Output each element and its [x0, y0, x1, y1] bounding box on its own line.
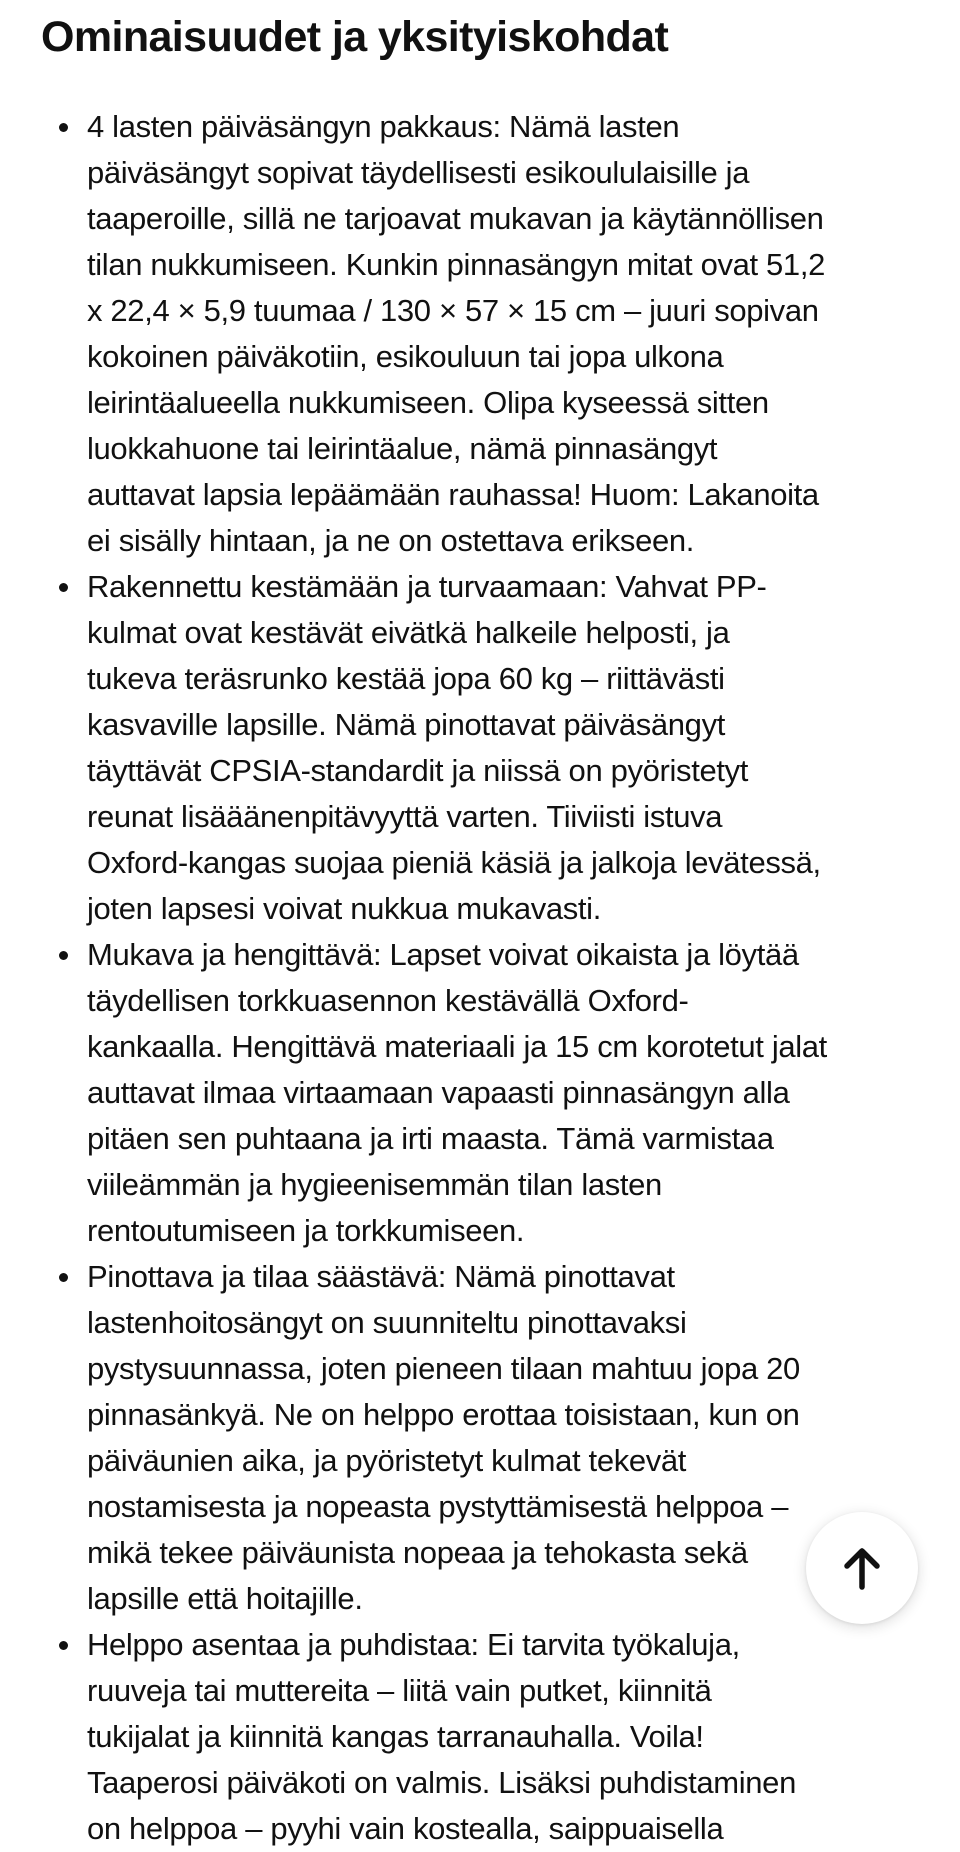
- feature-text-line: Pinottava ja tilaa säästävä: Nämä pinottavat: [87, 1259, 675, 1294]
- bullet-point-icon: [59, 1641, 68, 1650]
- feature-text-line: tukeva teräsrunko kestää jopa 60 kg – riittävästi: [87, 661, 725, 696]
- feature-text-line: täydellisen torkkuasennon kestävällä Oxford-: [87, 983, 689, 1018]
- bullet-point-icon: [59, 123, 68, 132]
- feature-item-durable: [0, 564, 925, 932]
- feature-text-line: auttavat ilmaa virtaamaan vapaasti pinnasängyn alla: [87, 1075, 790, 1110]
- feature-text-line: auttavat lapsia lepäämään rauhassa! Huom: Lakanoita: [87, 477, 819, 512]
- feature-text-line: Mukava ja hengittävä: Lapset voivat oikaista ja löytää: [87, 937, 799, 972]
- feature-text-line: päiväsängyt sopivat täydellisesti esikoululaisille ja: [87, 155, 750, 190]
- feature-text-line: pitäen sen puhtaana ja irti maasta. Tämä varmistaa: [87, 1121, 774, 1156]
- bullet-point-icon: [59, 583, 68, 592]
- feature-text-line: taaperoille, sillä ne tarjoavat mukavan ja käytännöllisen: [87, 201, 824, 236]
- feature-text-line: ruuveja tai muttereita – liitä vain putket, kiinnitä: [87, 1673, 712, 1708]
- feature-text-line: kulmat ovat kestävät eivätkä halkeile helposti, ja: [87, 615, 730, 650]
- feature-text-line: on helppoa – pyyhi vain kostealla, saippuaisella: [87, 1811, 724, 1846]
- feature-text-line: Rakennettu kestämään ja turvaamaan: Vahvat PP-: [87, 569, 767, 604]
- feature-text-line: täyttävät CPSIA-standardit ja niissä on pyöristetyt: [87, 753, 749, 788]
- feature-text-line: lapsille että hoitajille.: [87, 1581, 363, 1616]
- feature-item-easy-assembly: [0, 1622, 925, 1852]
- feature-text-line: Taaperosi päiväkoti on valmis. Lisäksi puhdistaminen: [87, 1765, 796, 1800]
- feature-text-line: luokkahuone tai leirintäalue, nämä pinnasängyt: [87, 431, 718, 466]
- scroll-to-top-button[interactable]: [806, 1512, 918, 1624]
- feature-item-stackable: [0, 1254, 925, 1622]
- feature-text-line: x 22,4 × 5,9 tuumaa / 130 × 57 × 15 cm – juuri sopivan: [87, 293, 819, 328]
- section-title: Ominaisuudet ja yksityiskohdat: [41, 13, 669, 61]
- feature-text-line: kasvaville lapsille. Nämä pinottavat päiväsängyt: [87, 707, 725, 742]
- feature-text-line: lastenhoitosängyt on suunniteltu pinottavaksi: [87, 1305, 687, 1340]
- feature-text-line: leirintäalueella nukkumiseen. Olipa kyseessä sitten: [87, 385, 769, 420]
- feature-text-line: reunat lisääänenpitävyyttä varten. Tiiviisti istuva: [87, 799, 723, 834]
- bullet-point-icon: [59, 951, 68, 960]
- feature-text-line: kankaalla. Hengittävä materiaali ja 15 cm korotetut jalat: [87, 1029, 827, 1064]
- feature-text-line: kokoinen päiväkotiin, esikouluun tai jopa ulkona: [87, 339, 724, 374]
- feature-text-line: päiväunien aika, ja pyöristetyt kulmat tekevät: [87, 1443, 687, 1478]
- feature-text-line: mikä tekee päiväunista nopeaa ja tehokasta sekä: [87, 1535, 748, 1570]
- feature-text-line: ei sisälly hintaan, ja ne on ostettava erikseen.: [87, 523, 695, 558]
- feature-item-breathable: [0, 932, 925, 1254]
- feature-text-line: pinnasänkyä. Ne on helppo erottaa toisistaan, kun on: [87, 1397, 800, 1432]
- feature-text-line: Oxford-kangas suojaa pieniä käsiä ja jalkoja levätessä,: [87, 845, 821, 880]
- feature-text-line: tukijalat ja kiinnitä kangas tarranauhalla. Voila!: [87, 1719, 704, 1754]
- feature-text-line: nostamisesta ja nopeasta pystyttämisestä helppoa –: [87, 1489, 789, 1524]
- feature-text-line: rentoutumiseen ja torkkumiseen.: [87, 1213, 525, 1248]
- feature-item-pack: [0, 104, 925, 564]
- feature-text-line: pystysuunnassa, joten pieneen tilaan mahtuu jopa 20: [87, 1351, 800, 1386]
- feature-text-line: Helppo asentaa ja puhdistaa: Ei tarvita työkaluja,: [87, 1627, 740, 1662]
- feature-text-line: 4 lasten päiväsängyn pakkaus: Nämä lasten: [87, 109, 680, 144]
- arrow-up-icon: [842, 1546, 882, 1590]
- bullet-point-icon: [59, 1273, 68, 1282]
- feature-text-line: joten lapsesi voivat nukkua mukavasti.: [87, 891, 601, 926]
- feature-text-line: viileämmän ja hygieenisemmän tilan lasten: [87, 1167, 662, 1202]
- feature-text-line: tilan nukkumiseen. Kunkin pinnasängyn mitat ovat 51,2: [87, 247, 825, 282]
